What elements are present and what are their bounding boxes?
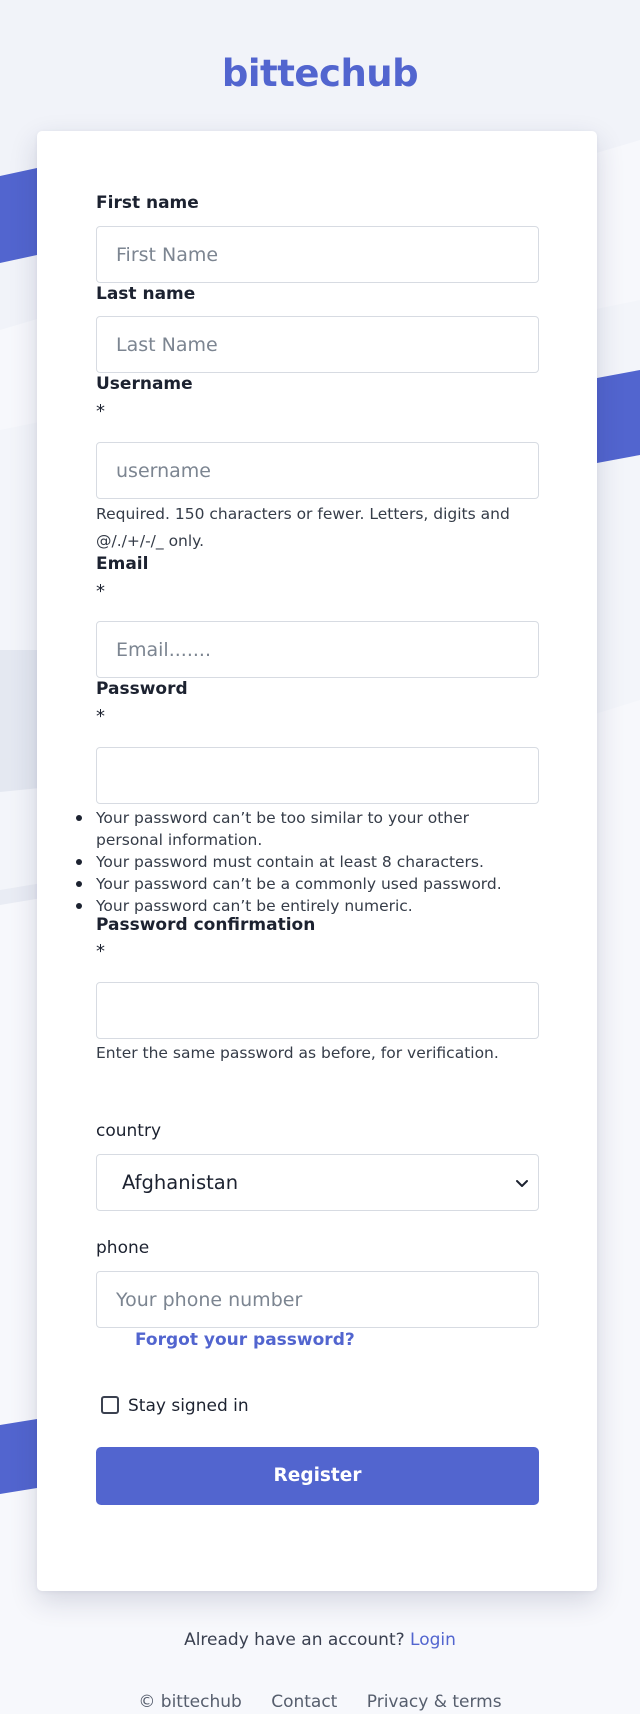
last-name-label: Last name xyxy=(96,284,196,304)
email-label: Email xyxy=(96,554,149,574)
login-link[interactable]: Login xyxy=(410,1630,456,1650)
password-rule: Your password can’t be entirely numeric. xyxy=(96,895,526,917)
password-confirmation-help: Enter the same password as before, for verification. xyxy=(96,1044,499,1062)
email-required-mark: * xyxy=(96,581,105,602)
chevron-down-icon xyxy=(514,1175,530,1191)
stay-signed-in-label[interactable]: Stay signed in xyxy=(128,1396,249,1416)
first-name-input[interactable] xyxy=(96,226,539,283)
username-help-line2: @/./+/-/_ only. xyxy=(96,532,205,550)
login-prompt xyxy=(0,1630,640,1650)
password-rules-list xyxy=(96,807,526,917)
stay-signed-in-checkbox[interactable] xyxy=(101,1396,119,1414)
password-confirmation-label: Password confirmation xyxy=(96,915,316,935)
country-select[interactable] xyxy=(96,1154,539,1211)
username-required-mark: * xyxy=(96,401,105,422)
last-name-input[interactable] xyxy=(96,316,539,373)
password-required-mark: * xyxy=(96,706,105,727)
brand-logo[interactable]: bittechub xyxy=(221,52,419,95)
register-button[interactable]: Register xyxy=(96,1447,539,1505)
password-rule: Your password can’t be a commonly used password. xyxy=(96,873,526,895)
email-input[interactable] xyxy=(96,621,539,678)
footer-contact-link[interactable]: Contact xyxy=(271,1692,338,1712)
country-label: country xyxy=(96,1121,162,1141)
username-input[interactable] xyxy=(96,442,539,499)
forgot-password-link[interactable]: Forgot your password? xyxy=(135,1330,355,1350)
login-prompt-text: Already have an account? xyxy=(184,1630,405,1650)
password-input[interactable] xyxy=(96,747,539,804)
first-name-label: First name xyxy=(96,193,199,213)
password-confirmation-input[interactable] xyxy=(96,982,539,1039)
footer-copyright: © bittechub xyxy=(138,1692,242,1712)
register-card xyxy=(37,131,597,1591)
phone-label: phone xyxy=(96,1238,150,1258)
username-help-line1: Required. 150 characters or fewer. Letters, digits and xyxy=(96,505,510,523)
country-selected-value: Afghanistan xyxy=(122,1171,239,1194)
password-rule: Your password can’t be too similar to your other personal information. xyxy=(96,807,526,851)
username-label: Username xyxy=(96,374,193,394)
password-rule: Your password must contain at least 8 characters. xyxy=(96,851,526,873)
footer-privacy-link[interactable]: Privacy & terms xyxy=(366,1692,502,1712)
phone-input[interactable] xyxy=(96,1271,539,1328)
password-confirmation-required-mark: * xyxy=(96,941,105,962)
footer xyxy=(0,1692,640,1712)
password-label: Password xyxy=(96,679,188,699)
